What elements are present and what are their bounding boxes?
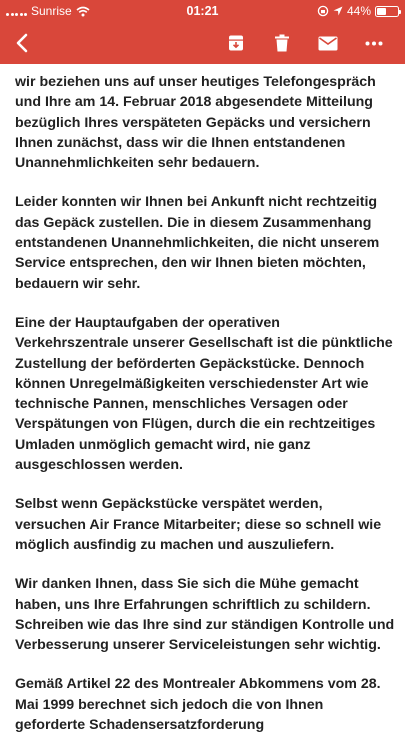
mail-icon bbox=[318, 36, 338, 51]
archive-button[interactable] bbox=[213, 27, 259, 59]
carrier-name: Sunrise bbox=[31, 4, 72, 18]
more-horizontal-icon bbox=[365, 41, 383, 46]
more-button[interactable] bbox=[351, 27, 397, 59]
wifi-icon bbox=[76, 6, 90, 17]
battery-percent: 44% bbox=[346, 4, 371, 18]
status-bar bbox=[0, 0, 405, 22]
back-button[interactable] bbox=[8, 27, 36, 59]
email-body bbox=[15, 72, 397, 754]
battery-icon bbox=[375, 6, 399, 17]
email-paragraph: Leider konnten wir Ihnen bei Ankunft nicht rechtzeitig das Gepäck zustellen. Die in diesem Zusammenhang entstandenen Unannehmlichkeiten, die nicht unserem Service entsprechen, den wir Ihnen bieten möchten, bedauern wir sehr. bbox=[15, 194, 380, 292]
status-right bbox=[317, 4, 399, 18]
email-paragraph: Selbst wenn Gepäckstücke verspätet werden, versuchen Air France Mitarbeiter; diese so schnell wie möglich ausfindig zu machen und auszuliefern. bbox=[15, 496, 382, 553]
trash-icon bbox=[274, 34, 290, 52]
status-time: 01:21 bbox=[186, 4, 219, 18]
toolbar-actions bbox=[213, 27, 397, 59]
battery-level bbox=[377, 8, 386, 15]
mark-unread-button[interactable] bbox=[305, 27, 351, 59]
archive-icon bbox=[227, 34, 245, 52]
email-paragraph: wir beziehen uns auf unser heutiges Telefongespräch und Ihre am 14. Februar 2018 abgesendete Mitteilung bezüglich Ihres verspäteten Gepäcks und versichern Ihnen zunächst, dass wir die Ihnen entstandenen Unannehmlichkeiten sehr bedauern. bbox=[15, 74, 376, 172]
signal-strength-icon bbox=[6, 7, 27, 16]
email-paragraph: Wir danken Ihnen, dass Sie sich die Mühe gemacht haben, uns Ihre Erfahrungen schriftlich zu schildern. Schreiben wie das Ihre sind zur ständigen Kontrolle und Verbesserung unserer Serviceleistungen sehr wichtig. bbox=[15, 576, 395, 654]
back-arrow-icon bbox=[15, 33, 29, 53]
delete-button[interactable] bbox=[259, 27, 305, 59]
email-paragraph: Gemäß Artikel 22 des Montrealer Abkommens vom 28. Mai 1999 berechnet sich jedoch die von Ihnen geforderte Schadensersatzforderung bbox=[15, 676, 381, 734]
email-toolbar bbox=[0, 22, 405, 64]
orientation-lock-icon bbox=[317, 5, 329, 17]
location-icon bbox=[333, 6, 343, 16]
status-left bbox=[6, 4, 90, 18]
email-paragraph: Eine der Hauptaufgaben der operativen Verkehrszentrale unserer Gesellschaft ist die pünktliche Zustellung der beförderten Gepäckstücke. Dennoch können Unregelmäßigkeiten verschiedenster Art wie technische Pannen, menschliches Versagen oder Verspätungen von Flügen, durch die ein rechtzeitiges Umladen unmöglich gemacht wird, nie ganz ausgeschlossen werden. bbox=[15, 314, 393, 474]
